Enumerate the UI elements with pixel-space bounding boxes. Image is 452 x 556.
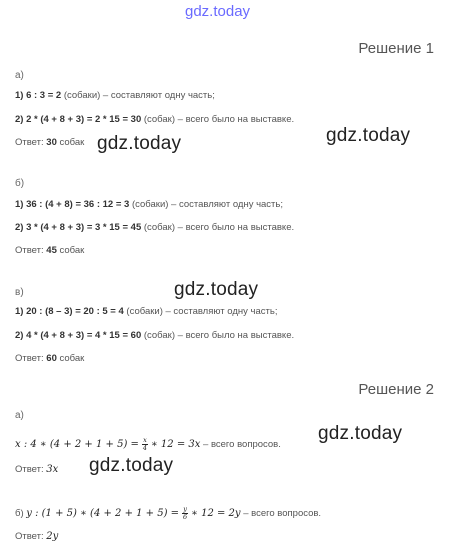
watermark: gdz.today	[174, 279, 259, 300]
solution-2-header: Решение 2	[358, 381, 434, 398]
sol1-c-line1: 1) 20 : (8 – 3) = 20 : 5 = 4 (собаки) – составляют одну часть;	[15, 306, 278, 317]
sol1-a-answer: Ответ: 30 собак	[15, 137, 85, 148]
watermark: gdz.today	[326, 125, 411, 146]
sol2-a-answer: Ответ: 3x	[15, 464, 59, 475]
part-c-label: в)	[15, 287, 24, 298]
sol1-c-answer: Ответ: 60 собак	[15, 353, 85, 364]
watermark: gdz.today	[89, 455, 174, 476]
sol2-b-equation: б) y : (1 + 5) ∗ (4 + 2 + 1 + 5) = $\frac{y}{6}$ ∗ 12 = 2y – всего вопросов.	[15, 505, 322, 521]
fraction-y-over-6: $\frac{y}{6}$	[183, 505, 188, 521]
sol2-b-answer: Ответ: 2y	[15, 531, 59, 542]
sol1-a-line2: 2) 2 * (4 + 8 + 3) = 2 * 15 = 30 (собак) – всего было на выставке.	[15, 114, 295, 125]
solution-1-header: Решение 1	[358, 40, 434, 57]
fraction-x-over-4: $\frac{x}{4}$	[142, 436, 147, 452]
sol1-b-line2: 2) 3 * (4 + 8 + 3) = 3 * 15 = 45 (собак) – всего было на выставке.	[15, 222, 295, 233]
sol1-b-answer: Ответ: 45 собак	[15, 245, 85, 256]
watermark: gdz.today	[318, 423, 403, 444]
sol1-b-line1: 1) 36 : (4 + 8) = 36 : 12 = 3 (собаки) – составляют одну часть;	[15, 199, 283, 210]
sol2-part-a-label: а)	[15, 410, 24, 421]
sol1-a-line1: 1) 6 : 3 = 2 (собаки) – составляют одну часть;	[15, 90, 215, 101]
sol1-c-line2: 2) 4 * (4 + 8 + 3) = 4 * 15 = 60 (собак) – всего было на выставке.	[15, 330, 295, 341]
sol2-a-equation: x : 4 ∗ (4 + 2 + 1 + 5) = $\frac{x}{4}$ ∗ 12 = 3x – всего вопросов.	[15, 436, 281, 452]
watermark: gdz.today	[97, 133, 182, 154]
top-watermark: gdz.today	[185, 3, 251, 20]
part-b-label: б)	[15, 178, 25, 189]
part-a-label: а)	[15, 70, 24, 81]
